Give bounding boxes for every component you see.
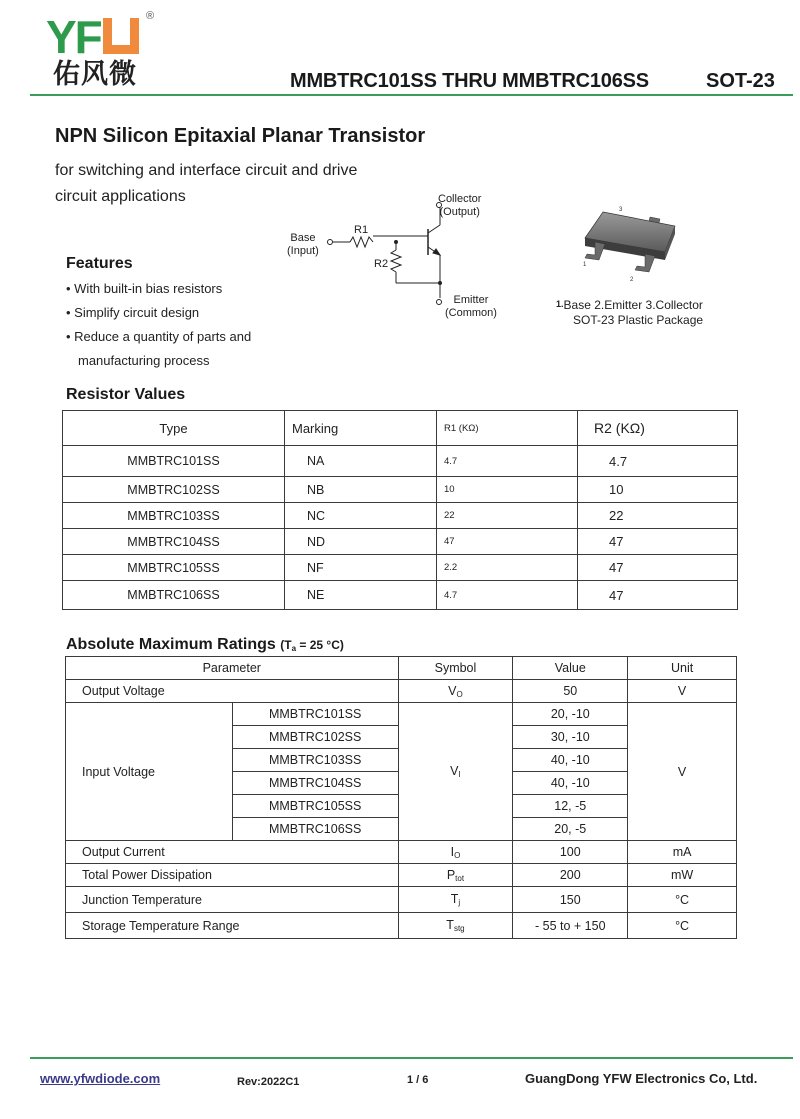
cell-value: 200 xyxy=(513,864,628,887)
cell-unit: °C xyxy=(628,887,737,913)
cell-r2: 10 xyxy=(578,477,738,503)
col-header-r2: R2 (KΩ) xyxy=(578,411,738,446)
cell-type: MMBTRC103SS xyxy=(232,749,398,772)
cell-marking: ND xyxy=(285,529,437,555)
ratings-condition xyxy=(280,638,344,652)
package-type: SOT-23 xyxy=(706,70,775,92)
symbol-main: V xyxy=(450,764,459,778)
cell-marking: NC xyxy=(285,503,437,529)
registered-mark: ® xyxy=(146,10,155,22)
cell-r1: 4.7 xyxy=(437,581,578,610)
cell-unit: mA xyxy=(628,841,737,864)
description-line-1: for switching and interface circuit and drive xyxy=(55,162,358,179)
revision: Rev:2022C1 xyxy=(237,1076,300,1088)
table-row xyxy=(63,555,738,581)
base-label xyxy=(287,232,319,258)
cell-marking: NA xyxy=(285,446,437,477)
logo-u-mark-icon xyxy=(103,18,139,54)
cell-value: 150 xyxy=(513,887,628,913)
cell-type: MMBTRC104SS xyxy=(63,529,285,555)
logo-latin: YF xyxy=(46,11,101,63)
condition-suffix: = 25 °C) xyxy=(296,638,344,652)
absolute-maximum-ratings-table xyxy=(65,656,737,939)
cell-value: 20, -10 xyxy=(513,703,628,726)
cell-type: MMBTRC102SS xyxy=(63,477,285,503)
table-row-output-voltage xyxy=(66,680,737,703)
cell-parameter: Output Current xyxy=(66,841,399,864)
pin-2-label: 2 xyxy=(630,277,634,283)
base-sub-text: (Input) xyxy=(287,245,319,257)
cell-type: MMBTRC105SS xyxy=(232,795,398,818)
cell-symbol xyxy=(398,913,513,939)
condition-sub: a xyxy=(291,644,297,653)
cell-r2: 47 xyxy=(578,581,738,610)
cell-type: MMBTRC101SS xyxy=(232,703,398,726)
cell-parameter: Input Voltage xyxy=(66,703,233,841)
symbol-main: I xyxy=(450,844,455,859)
table-row-input-voltage xyxy=(66,703,737,726)
cell-symbol xyxy=(398,887,513,913)
cell-value: 100 xyxy=(513,841,628,864)
table-row xyxy=(63,529,738,555)
emitter-label-text: Emitter xyxy=(453,294,489,306)
symbol-main: T xyxy=(450,892,459,906)
cell-type: MMBTRC103SS xyxy=(63,503,285,529)
cell-marking: NF xyxy=(285,555,437,581)
table-row-storage-temperature xyxy=(66,913,737,939)
cell-unit: mW xyxy=(628,864,737,887)
cell-type: MMBTRC102SS xyxy=(232,726,398,749)
page-title: NPN Silicon Epitaxial Planar Transistor xyxy=(55,125,426,147)
resistor-values-table xyxy=(62,410,738,610)
cell-symbol xyxy=(398,680,513,703)
cell-r1: 22 xyxy=(437,503,578,529)
ratings-heading-text: Absolute Maximum Ratings xyxy=(66,636,276,653)
col-header-parameter: Parameter xyxy=(66,657,399,680)
cell-r2: 47 xyxy=(578,529,738,555)
table-row xyxy=(63,446,738,477)
page-number: 1 / 6 xyxy=(407,1074,429,1086)
document-part-range: MMBTRC101SS THRU MMBTRC106SS xyxy=(290,70,649,92)
emitter-label xyxy=(445,294,497,320)
cell-r2: 47 xyxy=(578,555,738,581)
cell-r1: 2.2 xyxy=(437,555,578,581)
symbol-sub: I xyxy=(458,770,461,779)
cell-r1: 10 xyxy=(437,477,578,503)
cell-parameter: Output Voltage xyxy=(66,680,399,703)
table-header-row xyxy=(66,657,737,680)
col-header-value: Value xyxy=(513,657,628,680)
pin-3-label: 3 xyxy=(619,207,623,213)
cell-value: 50 xyxy=(513,680,628,703)
ratings-heading xyxy=(66,636,344,654)
header-divider xyxy=(30,94,793,96)
symbol-sub: tot xyxy=(455,873,465,883)
cell-parameter: Total Power Dissipation xyxy=(66,864,399,887)
feature-item: • With built-in bias resistors xyxy=(66,281,223,296)
col-header-type: Type xyxy=(63,411,285,446)
col-header-unit: Unit xyxy=(628,657,737,680)
cell-type: MMBTRC106SS xyxy=(232,818,398,841)
col-header-r1: R1 (KΩ) xyxy=(437,411,578,446)
cell-unit: V xyxy=(628,703,737,841)
package-caption-line-2: SOT-23 Plastic Package xyxy=(573,313,704,327)
cell-type: MMBTRC101SS xyxy=(63,446,285,477)
condition-prefix: (T xyxy=(280,638,292,652)
table-row-power-dissipation xyxy=(66,864,737,887)
cell-r1: 4.7 xyxy=(437,446,578,477)
features-heading: Features xyxy=(66,255,133,272)
caption-line-1: Base 2.Emitter 3.Collector xyxy=(563,298,703,312)
cell-value: 40, -10 xyxy=(513,749,628,772)
feature-item: • Simplify circuit design xyxy=(66,305,200,320)
cell-parameter: Storage Temperature Range xyxy=(66,913,399,939)
cell-symbol xyxy=(398,703,513,841)
sot23-package-icon xyxy=(575,200,685,285)
r1-label: R1 xyxy=(354,224,369,236)
cell-r2: 22 xyxy=(578,503,738,529)
table-row xyxy=(63,503,738,529)
table-row xyxy=(63,477,738,503)
package-pinout-caption xyxy=(556,298,703,312)
cell-value: 40, -10 xyxy=(513,772,628,795)
cell-type: MMBTRC105SS xyxy=(63,555,285,581)
symbol-main: P xyxy=(446,867,456,882)
table-row xyxy=(63,581,738,610)
feature-item: • Reduce a quantity of parts and xyxy=(66,329,252,344)
r2-label: R2 xyxy=(374,258,389,270)
cell-unit: V xyxy=(628,680,737,703)
table-row-junction-temperature xyxy=(66,887,737,913)
symbol-sub: O xyxy=(454,850,461,860)
table-row-output-current xyxy=(66,841,737,864)
cell-type: MMBTRC106SS xyxy=(63,581,285,610)
symbol-sub: stg xyxy=(453,924,465,933)
symbol-main: T xyxy=(446,918,454,932)
cell-r2: 4.7 xyxy=(578,446,738,477)
caption-prefix: 1. xyxy=(556,299,564,309)
cell-type: MMBTRC104SS xyxy=(232,772,398,795)
website-link[interactable]: www.yfwdiode.com xyxy=(40,1071,161,1086)
col-header-marking: Marking xyxy=(285,411,437,446)
symbol-sub: O xyxy=(456,689,463,699)
collector-label-text: Collector xyxy=(438,193,482,205)
cell-unit: °C xyxy=(628,913,737,939)
cell-value: - 55 to + 150 xyxy=(513,913,628,939)
collector-label xyxy=(438,193,481,219)
footer-divider xyxy=(30,1057,793,1059)
cell-r1: 47 xyxy=(437,529,578,555)
cell-value: 30, -10 xyxy=(513,726,628,749)
cell-marking: NB xyxy=(285,477,437,503)
resistor-values-heading: Resistor Values xyxy=(66,386,186,403)
cell-symbol xyxy=(398,864,513,887)
col-header-symbol: Symbol xyxy=(398,657,513,680)
company-name: GuangDong YFW Electronics Co, Ltd. xyxy=(525,1071,758,1086)
cell-parameter: Junction Temperature xyxy=(66,887,399,913)
table-header-row xyxy=(63,411,738,446)
description-line-2: circuit applications xyxy=(55,188,186,205)
symbol-main: V xyxy=(448,683,457,698)
logo-chinese: 佑风微 xyxy=(53,59,137,90)
collector-sub-text: (Output) xyxy=(439,206,480,218)
feature-item-continuation: manufacturing process xyxy=(78,353,210,368)
emitter-sub-text: (Common) xyxy=(445,307,497,319)
cell-marking: NE xyxy=(285,581,437,610)
cell-value: 12, -5 xyxy=(513,795,628,818)
cell-value: 20, -5 xyxy=(513,818,628,841)
base-label-text: Base xyxy=(290,232,316,244)
cell-symbol xyxy=(398,841,513,864)
symbol-sub: j xyxy=(458,898,461,907)
pin-1-label: 1 xyxy=(583,262,587,268)
